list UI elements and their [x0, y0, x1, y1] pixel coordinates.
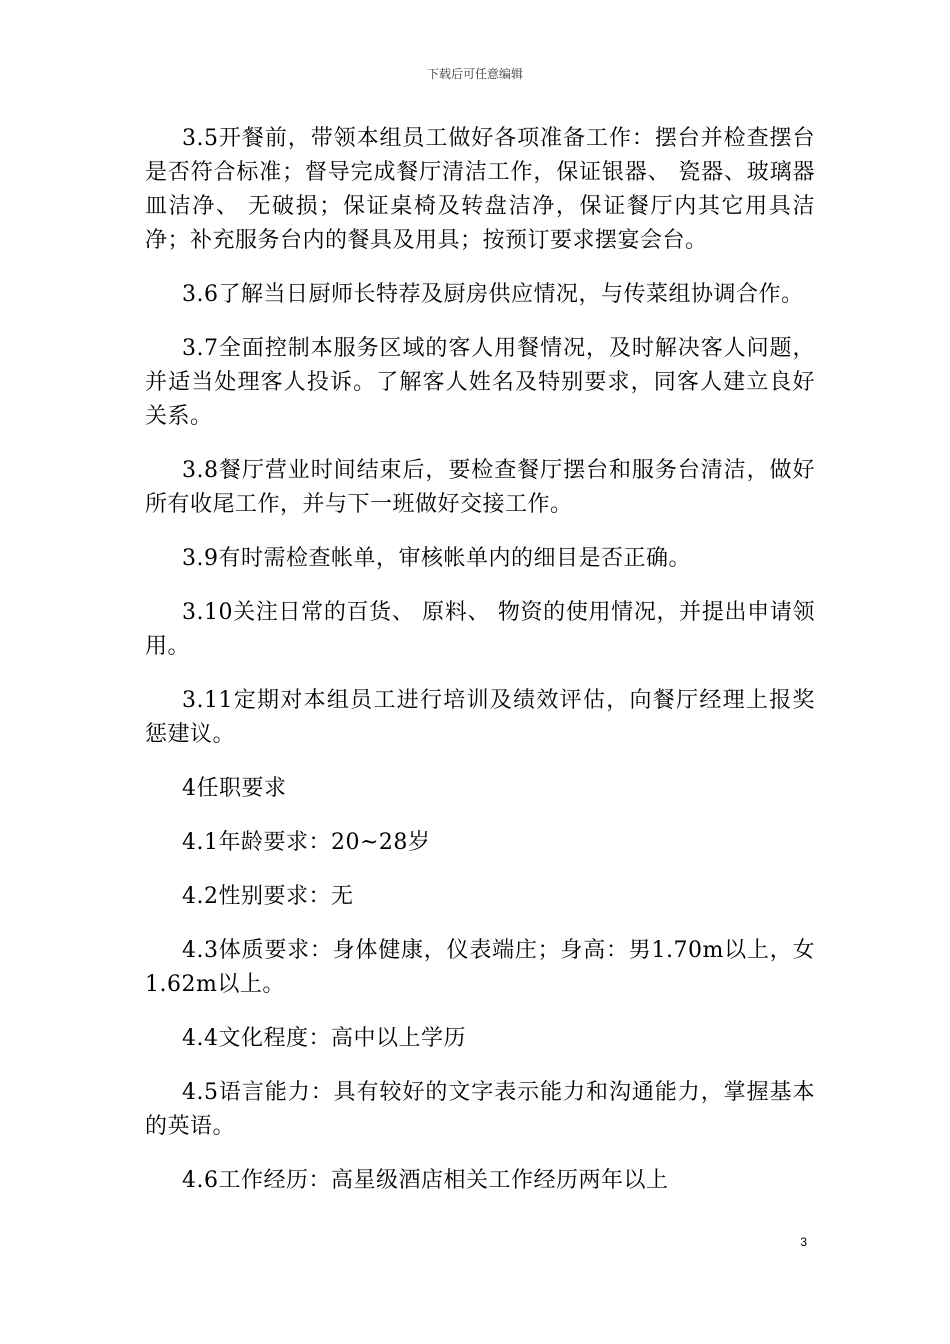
paragraph-4-6: 4.6工作经历：高星级酒店相关工作经历两年以上: [182, 1168, 669, 1193]
paragraph-4-5: 4.5语言能力：具有较好的文字表示能力和沟通能力，掌握基本的英语。: [145, 1080, 815, 1139]
paragraph-3-5: 3.5开餐前，带领本组员工做好各项准备工作：摆台并检查摆台是否符合标准；督导完成餐厅清洁工作，保证银器、 瓷器、玻璃器皿洁净、 无破损；保证桌椅及转盘洁净，保证餐厅内其它用具洁净；补充服务台内的餐具及用具；按预订要求摆宴会台。: [145, 126, 815, 253]
paragraph-4-1: 4.1年龄要求：20~28岁: [182, 830, 431, 855]
paragraph-4-3: 4.3体质要求：身体健康，仪表端庄；身高：男1.70m以上，女1.62m以上。: [145, 938, 815, 997]
paragraph-3-11: 3.11定期对本组员工进行培训及绩效评估，向餐厅经理上报奖惩建议。: [145, 688, 815, 747]
paragraph-3-6: 3.6了解当日厨师长特荐及厨房供应情况，与传菜组协调合作。: [182, 282, 804, 307]
document-body: [145, 122, 815, 1218]
paragraph-3-7: 3.7全面控制本服务区域的客人用餐情况，及时解决客人问题，并适当处理客人投诉。了解客人姓名及特别要求，同客人建立良好关系。: [145, 336, 815, 429]
section-heading-4: 4任职要求: [182, 776, 287, 801]
paragraph-3-8: 3.8餐厅营业时间结束后，要检查餐厅摆台和服务台清洁，做好所有收尾工作，并与下一班做好交接工作。: [145, 458, 815, 517]
page-number: 3: [800, 1235, 807, 1249]
paragraph-4-2: 4.2性别要求：无: [182, 884, 354, 909]
paragraph-3-9: 3.9有时需检查帐单，审核帐单内的细目是否正确。: [182, 546, 691, 571]
paragraph-3-10: 3.10关注日常的百货、 原料、 物资的使用情况，并提出申请领用。: [145, 600, 815, 659]
page-header: 下载后可任意编辑: [426, 67, 523, 81]
paragraph-4-4: 4.4文化程度：高中以上学历: [182, 1026, 466, 1051]
